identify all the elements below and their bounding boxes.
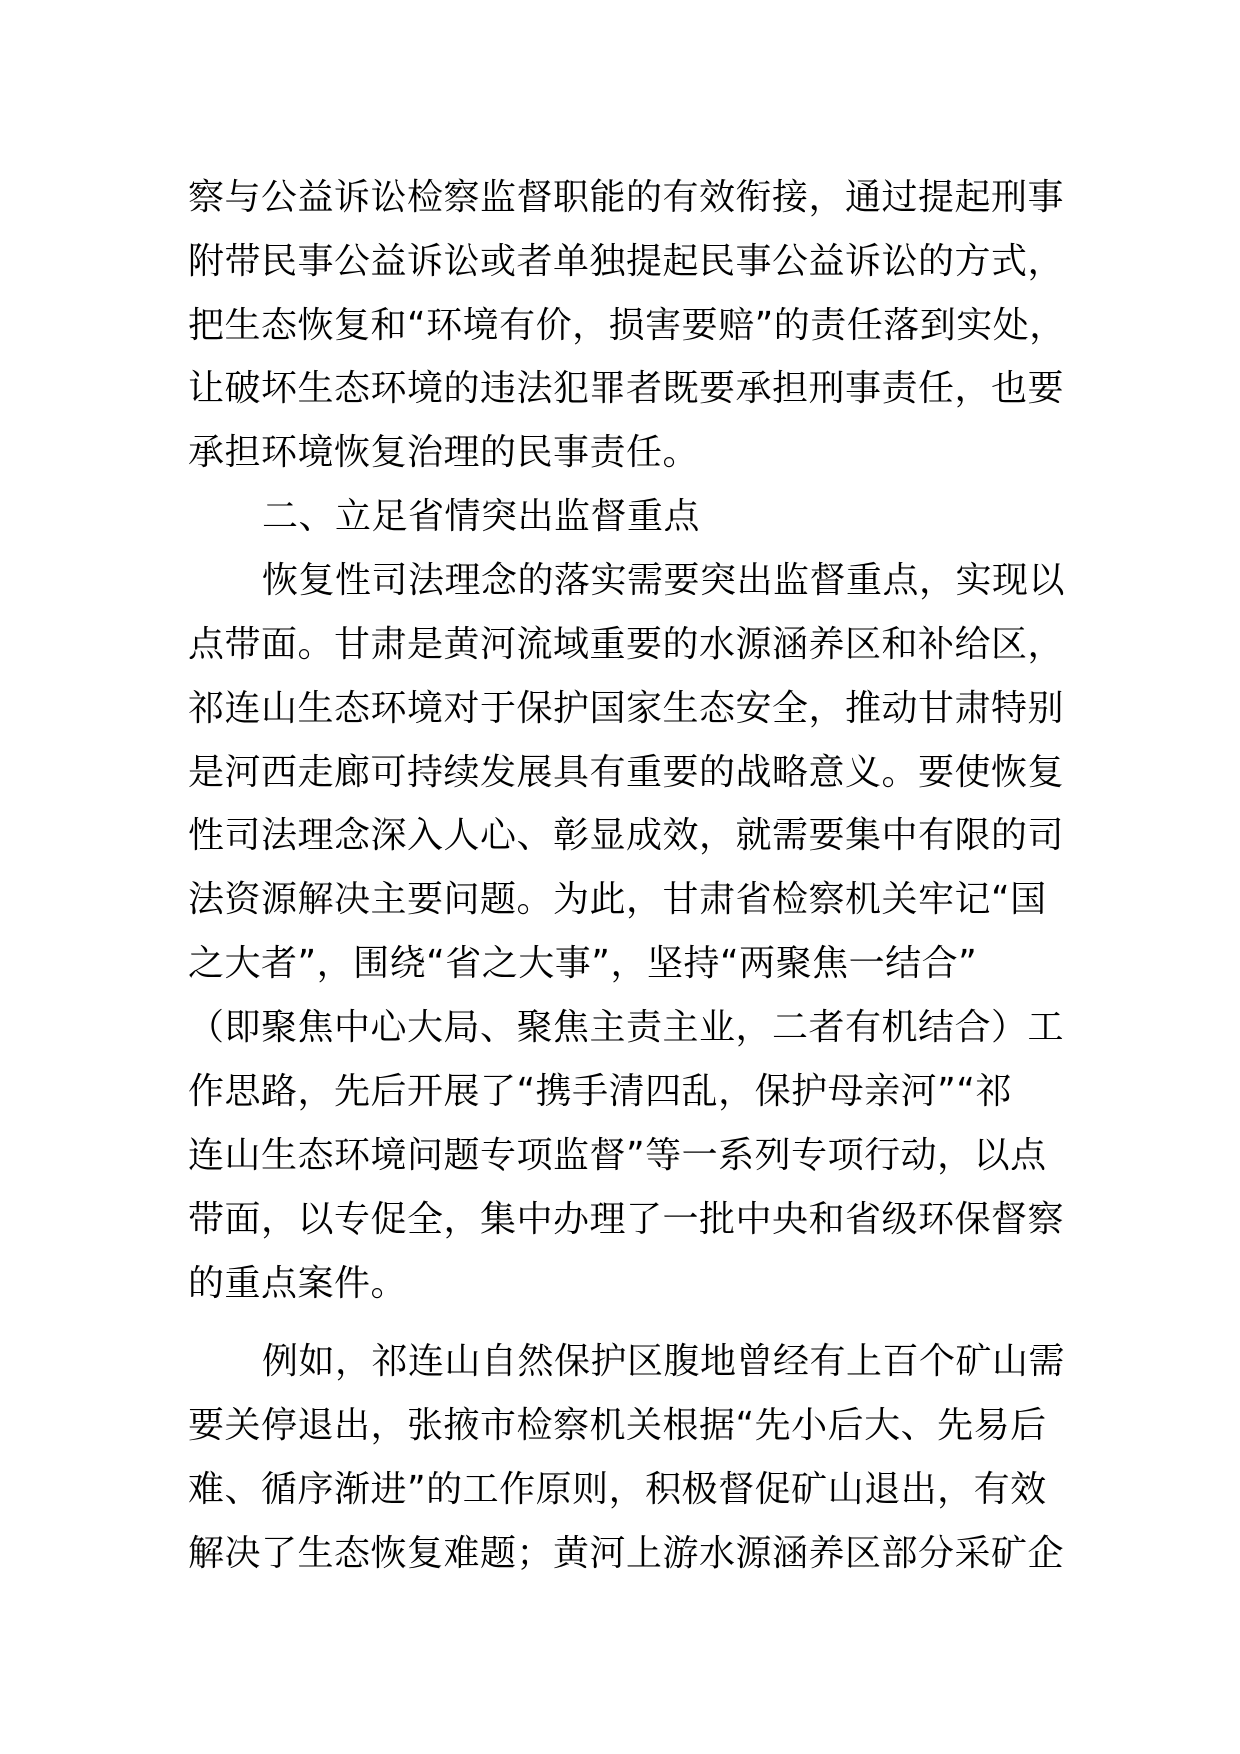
text-line: （即聚焦中心大局、聚焦主责主业，二者有机结合）工 bbox=[188, 1007, 1065, 1048]
text-line: 点带面。甘肃是黄河流域重要的水源涵养区和补给区， bbox=[188, 624, 1065, 665]
text-line: 解决了生态恢复难题；黄河上游水源涵养区部分采矿企 bbox=[188, 1533, 1065, 1574]
text-line: 附带民事公益诉讼或者单独提起民事公益诉讼的方式， bbox=[188, 241, 1065, 282]
text-line: 连山生态环境问题专项监督”等一系列专项行动，以点 bbox=[188, 1135, 1047, 1176]
text-line: 法资源解决主要问题。为此，甘肃省检察机关牢记“国 bbox=[188, 879, 1047, 920]
text-line: 性司法理念深入人心、彰显成效，就需要集中有限的司 bbox=[188, 815, 1065, 856]
text-line: 带面，以专促全，集中办理了一批中央和省级环保督察 bbox=[188, 1199, 1065, 1240]
text-line: 察与公益诉讼检察监督职能的有效衔接，通过提起刑事 bbox=[188, 177, 1065, 218]
text-line: 承担环境恢复治理的民事责任。 bbox=[188, 432, 700, 473]
text-line: 之大者”，围绕“省之大事”，坚持“两聚焦一结合” bbox=[188, 943, 978, 984]
text-line: 难、循序渐进”的工作原则，积极督促矿山退出，有效 bbox=[188, 1469, 1047, 1510]
text-line: 把生态恢复和“环境有价，损害要赔”的责任落到实处， bbox=[188, 305, 1066, 346]
text-line: 的重点案件。 bbox=[188, 1263, 408, 1304]
text-line: 让破坏生态环境的违法犯罪者既要承担刑事责任，也要 bbox=[188, 368, 1065, 409]
text-line: 祁连山生态环境对于保护国家生态安全，推动甘肃特别 bbox=[188, 688, 1065, 729]
text-line: 要关停退出，张掖市检察机关根据“先小后大、先易后 bbox=[188, 1405, 1047, 1446]
text-line: 作思路，先后开展了“携手清四乱，保护母亲河”“祁 bbox=[188, 1071, 1012, 1112]
text-line: 是河西走廊可持续发展具有重要的战略意义。要使恢复 bbox=[188, 752, 1065, 793]
text-line: 例如，祁连山自然保护区腹地曾经有上百个矿山需 bbox=[262, 1341, 1066, 1382]
text-line: 恢复性司法理念的落实需要突出监督重点，实现以 bbox=[262, 560, 1066, 601]
section-heading: 二、立足省情突出监督重点 bbox=[262, 496, 701, 537]
